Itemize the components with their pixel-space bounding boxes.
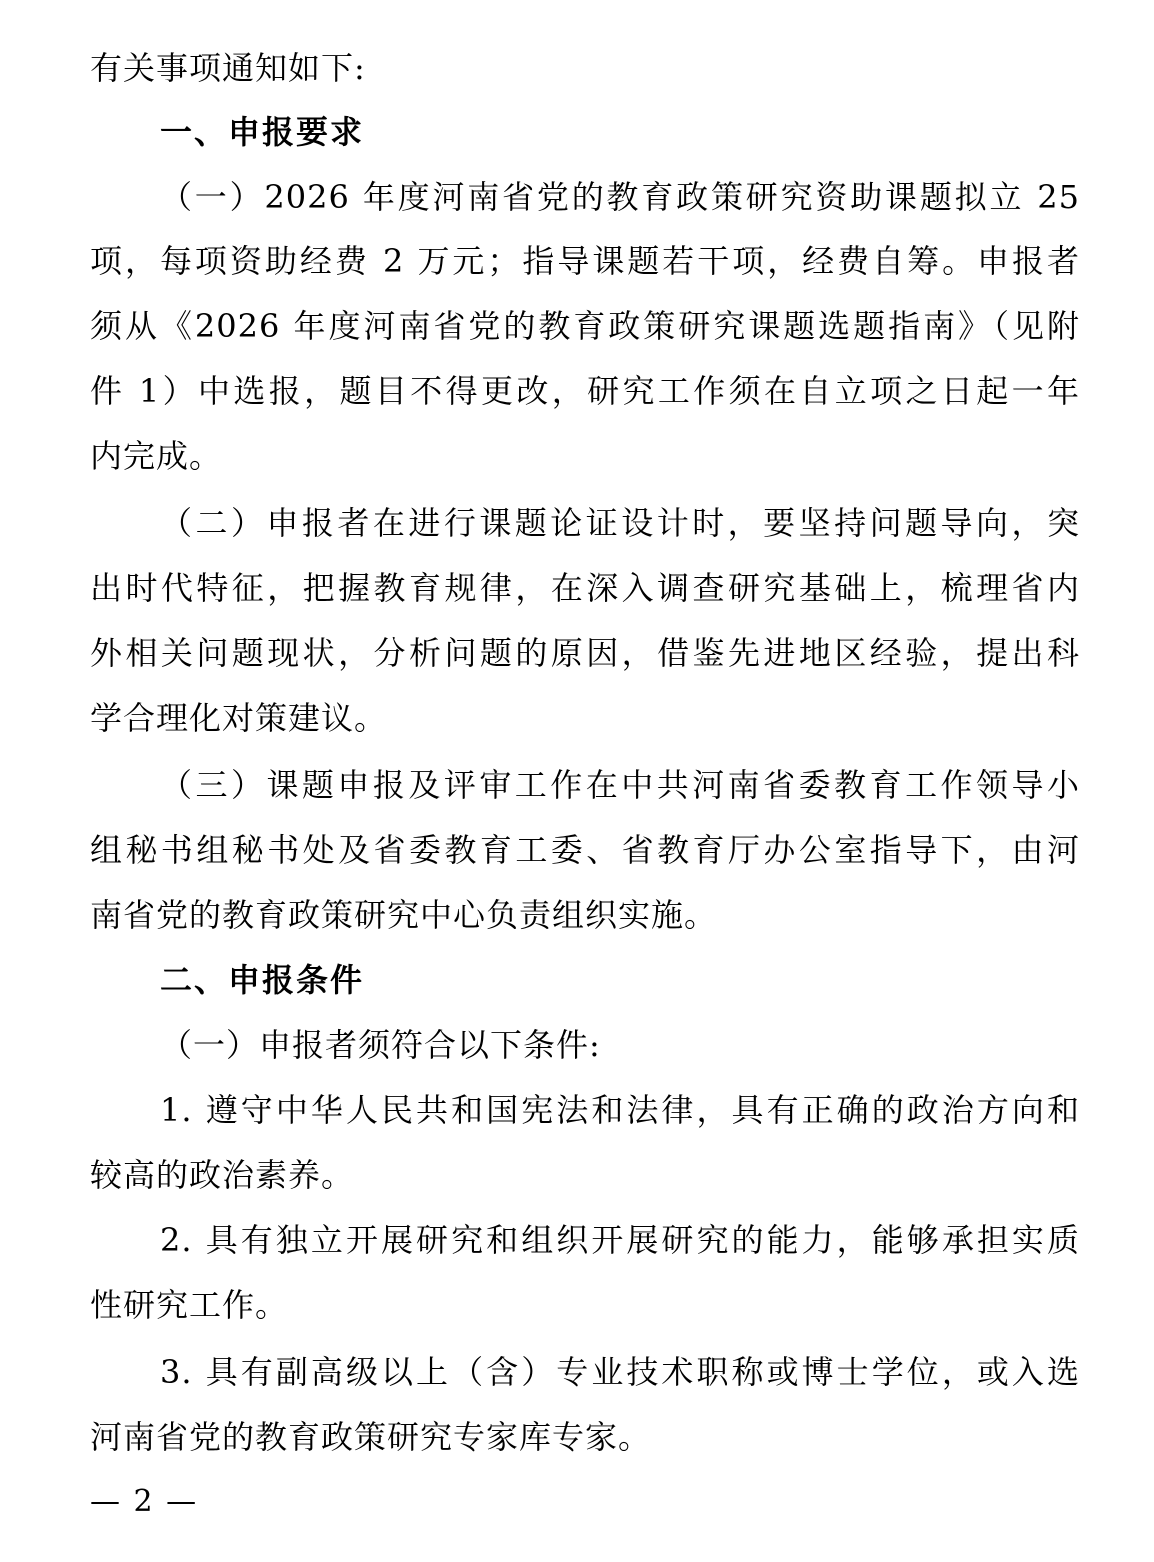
paragraph-3-line-2: 组秘书组秘书处及省委教育工委、省教育厅办公室指导下，由河 [90, 831, 1080, 869]
paragraph-1-line-5: 内完成。 [90, 437, 223, 475]
condition-1-line-2: 较高的政治素养。 [90, 1156, 355, 1194]
condition-3-line-2: 河南省党的教育政策研究专家库专家。 [90, 1418, 652, 1456]
paragraph-1-line-2: 项，每项资助经费 2 万元；指导课题若干项，经费自筹。申报者 [90, 242, 1080, 280]
section-heading-conditions: 二、申报条件 [160, 961, 365, 999]
section-heading-requirements: 一、申报要求 [160, 113, 365, 151]
condition-2-line-2: 性研究工作。 [90, 1286, 289, 1324]
paragraph-3-line-3: 南省党的教育政策研究中心负责组织实施。 [90, 896, 718, 934]
condition-1-line-1: 1. 遵守中华人民共和国宪法和法律，具有正确的政治方向和 [160, 1091, 1080, 1129]
paragraph-3-line-1: （三）课题申报及评审工作在中共河南省委教育工作领导小 [160, 766, 1080, 804]
paragraph-2-line-2: 出时代特征，把握教育规律，在深入调查研究基础上，梳理省内 [90, 569, 1080, 607]
paragraph-1-line-4: 件 1）中选报，题目不得更改，研究工作须在自立项之日起一年 [90, 372, 1080, 410]
condition-2-line-1: 2. 具有独立开展研究和组织开展研究的能力，能够承担实质 [160, 1221, 1080, 1259]
intro-line: 有关事项通知如下: [90, 49, 366, 87]
paragraph-2-line-4: 学合理化对策建议。 [90, 699, 388, 737]
condition-3-line-1: 3. 具有副高级以上（含）专业技术职称或博士学位，或入选 [160, 1353, 1080, 1391]
paragraph-1-line-1: （一）2026 年度河南省党的教育政策研究资助课题拟立 25 [160, 178, 1080, 216]
paragraph-2-line-3: 外相关问题现状，分析问题的原因，借鉴先进地区经验，提出科 [90, 634, 1080, 672]
paragraph-1-line-3: 须从《2026 年度河南省党的教育政策研究课题选题指南》（见附 [90, 307, 1080, 345]
condition-intro-line: （一）申报者须符合以下条件: [160, 1026, 601, 1064]
paragraph-2-line-1: （二）申报者在进行课题论证设计时，要坚持问题导向，突 [160, 504, 1080, 542]
page-number: — 2 — [90, 1484, 199, 1519]
